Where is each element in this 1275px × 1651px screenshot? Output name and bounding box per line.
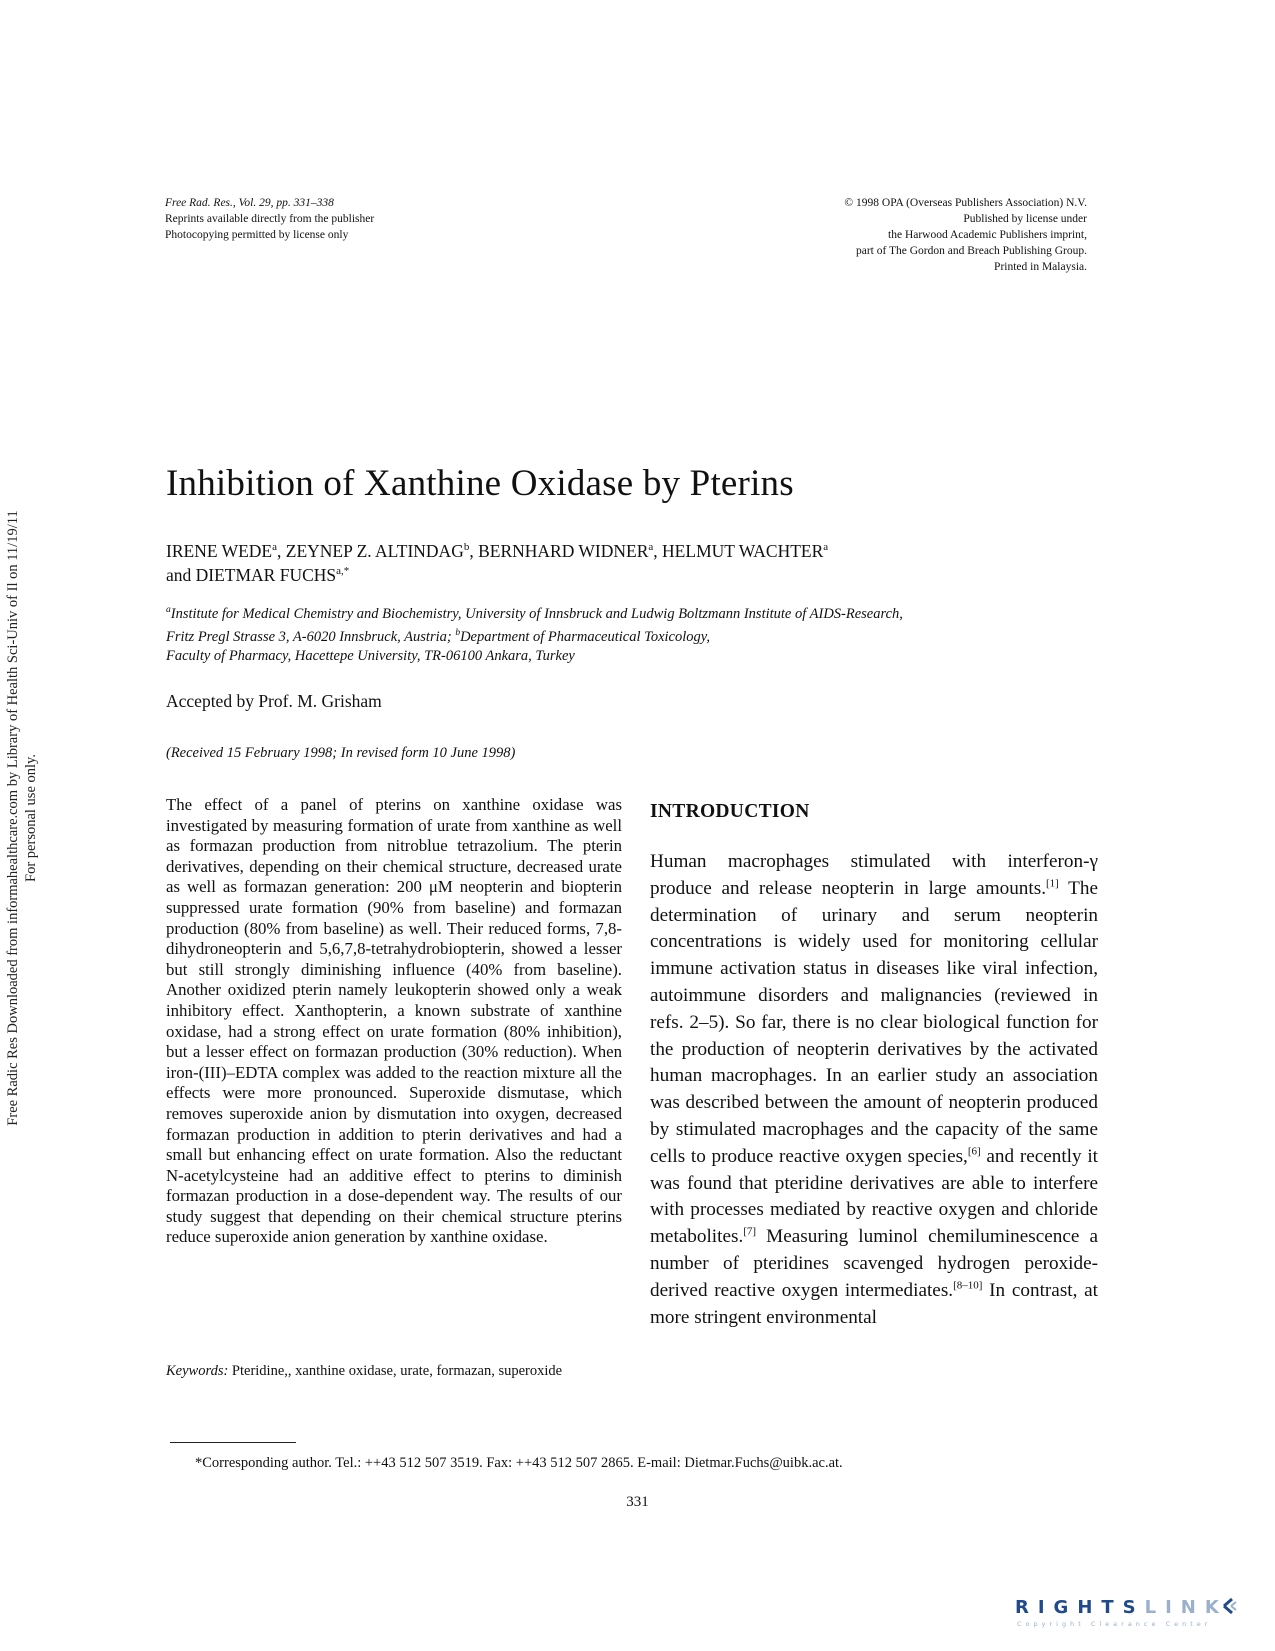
citation-ref: [1] [1046, 877, 1059, 890]
affiliation-mark: a [166, 605, 171, 615]
citation-ref: [6] [967, 1145, 981, 1158]
abstract [166, 795, 622, 1248]
rightslink-logo-text: LINK [1144, 1597, 1228, 1618]
section-heading-introduction: INTRODUCTION [650, 801, 810, 822]
publisher-notice-line: part of The Gordon and Breach Publishing Group. [855, 245, 1087, 257]
received-dates: (Received 15 February 1998; In revised form 10 June 1998) [166, 745, 516, 761]
rightslink-logo [1015, 1597, 1247, 1639]
footnote-rule [170, 1442, 296, 1443]
author-name: ZEYNEP Z. ALTINDAG [285, 540, 464, 561]
affiliation-text: Faculty of Pharmacy, Hacettepe University, TR-06100 Ankara, Turkey [166, 647, 575, 664]
keywords-text: Pteridine,, xanthine oxidase, urate, formazan, superoxide [228, 1363, 563, 1379]
download-watermark [4, 408, 40, 1228]
author-line [166, 561, 828, 585]
affiliation-mark: b [455, 627, 461, 638]
author-name: and DIETMAR FUCHS [166, 564, 337, 585]
article-title: Inhibition of Xanthine Oxidase by Pterins [166, 463, 794, 504]
author-affiliation-mark: a [648, 541, 654, 553]
author-affiliation-mark: b [463, 541, 470, 553]
keywords [166, 1362, 622, 1380]
author-name: BERNHARD WIDNER [478, 540, 649, 561]
introduction-body [650, 849, 1098, 1331]
publisher-notice-line: Published by license under [963, 213, 1087, 225]
author-line: IRENE WEDE$^a$, ZEYNEP Z. ALTINDAG$^b$, BERNHARD WIDNER$^a$, HELMUT WACHTER$^a$ [166, 540, 829, 561]
citation-ref: [7] [743, 1225, 757, 1238]
keywords-label: Keywords: [166, 1363, 229, 1379]
page-number: 331 [626, 1494, 649, 1510]
author-affiliation-mark: a [823, 541, 829, 553]
affiliations [166, 601, 1086, 666]
download-watermark-line: Free Radic Res Downloaded from informahealthcare.com by Library of Health Sci-Univ of Il on 11/19/11 [5, 510, 21, 1126]
author-list [166, 537, 828, 585]
author-name: IRENE WEDE [166, 540, 273, 561]
corresponding-author-footnote: *Corresponding author. Tel.: ++43 512 507 3519. Fax: ++43 512 507 2865. E-mail: Dietmar.Fuchs@uibk.ac.at. [195, 1455, 843, 1471]
download-watermark-line: For personal use only. [23, 754, 39, 882]
rightslink-tagline: Copyright Clearance Center [1017, 1620, 1212, 1628]
rightslink-logo-text: RIGHTS [1015, 1597, 1145, 1618]
affiliation-text: Fritz Pregl Strasse 3, A-6020 Innsbruck, Austria; [166, 628, 456, 645]
author-affiliation-mark: a [272, 541, 278, 553]
abstract-text: The effect of a panel of pterins on xanthine oxidase was investigated by measuring formation of urate from xanthine as well as formazan production from nitroblue tetrazolium. The pterin derivatives, depending on their chemical structure, decreased urate as well as formazan generation: 200 μM neopterin and biopterin suppressed urate formation (90% from baseline) and formazan production (80% from baseline) as well. Their reduced forms, 7,8-dihydroneopterin and 5,6,7,8-tetrahydrobiopterin, showed a lesser but still strongly diminishing influence (40% from baseline). Another oxidized pterin namely leukopterin showed only a weak inhibitory effect. Xanthopterin, a known substrate of xanthine oxidase, had a strong effect on urate formation (80% inhibition), but a lesser effect on formazan production (30% reduction). When iron-(III)–EDTA complex was added to the reaction mixture all the effects were more pronounced. Superoxide dismutase, which removes superoxide anion by dismutation into oxygen, decreased formazan production in addition to pterin derivatives and had a small but enhancing effect on urate formation. Also the reductant N-acetylcysteine had an additive effect to pterins to diminish formazan production in a dose-dependent way. The results of our study suggest that depending on their chemical structure pterins reduce superoxide anion generation by xanthine oxidase. [166, 795, 622, 1247]
accepted-by: Accepted by Prof. M. Grisham [166, 691, 382, 711]
journal-citation-line: Photocopying permitted by license only [165, 229, 349, 241]
publisher-notice-line: Printed in Malaysia. [994, 261, 1087, 273]
affiliation-text: Department of Pharmaceutical Toxicology, [460, 628, 711, 645]
rightslink-chevron-icon [1222, 1597, 1238, 1615]
citation-ref: [8–10] [953, 1279, 983, 1292]
affiliation-text: Institute for Medical Chemistry and Biochemistry, University of Innsbruck and Ludwig Boltzmann Institute of AIDS-Research, [170, 605, 903, 622]
author-name: HELMUT WACHTER [662, 540, 824, 561]
introduction-paragraph: Human macrophages stimulated with interferon-γ produce and release neopterin in large amounts.[1] The determination of urinary and serum neopterin concentrations is widely used for monitoring cellular immune activation status in diseases like viral infection, autoimmune disorders and malignancies (reviewed in refs. 2–5). So far, there is no clear biological function for the production of neopterin derivatives by the activated human macrophages. In an earlier study an association was described between the amount of neopterin produced by stimulated macrophages and the capacity of the same cells to produce reactive oxygen species,[6] and recently it was found that pteridine derivatives are able to interfere with processes mediated by reactive oxygen and chloride metabolites.[7] Measuring luminol chemiluminescence a number of pteridines scavenged hydrogen peroxide-derived reactive oxygen intermediates.[8–10] In contrast, at more stringent environmental [650, 851, 1098, 1328]
journal-citation-line: Reprints available directly from the publisher [165, 213, 375, 225]
journal-citation [165, 195, 374, 243]
author-affiliation-mark: a,* [336, 564, 350, 577]
publisher-notice-line: the Harwood Academic Publishers imprint, [888, 229, 1087, 241]
publisher-notice-line: © 1998 OPA (Overseas Publishers Association) N.V. [844, 197, 1087, 209]
journal-citation-line: Free Rad. Res., Vol. 29, pp. 331–338 [165, 197, 334, 209]
publisher-notice [844, 195, 1087, 275]
